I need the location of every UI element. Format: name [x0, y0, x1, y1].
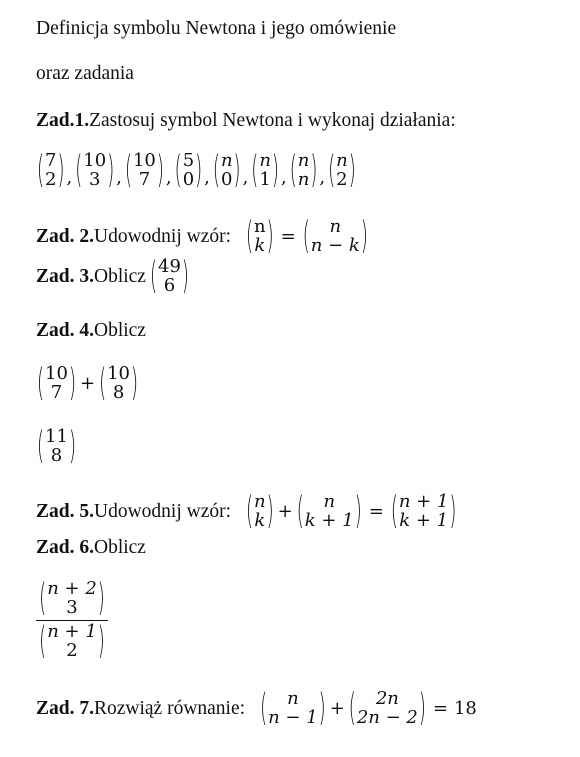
task-3-text: Oblicz [93, 265, 146, 287]
plus-sign: + [329, 698, 345, 720]
binomial-10-8: ( 10 8 ) [99, 361, 139, 406]
task-4-text: Oblicz [93, 320, 146, 341]
binomial-n-k1: ( n k + 1 ) [296, 489, 362, 534]
equals-sign: = [280, 226, 296, 248]
binomial-item: ( 7 2 ) [37, 148, 65, 193]
comma: , [319, 166, 326, 188]
task-1-binomials [36, 148, 357, 193]
task-4-heading [36, 320, 146, 342]
task-7 [36, 686, 477, 731]
title-text-2: oraz zadania [36, 63, 134, 84]
comma: , [242, 166, 249, 188]
task-2-text: Udowodnij wzór: [93, 225, 232, 247]
task-4-label: Zad. 4. [36, 320, 94, 341]
binomial-n-nk: ( n n − k ) [302, 214, 368, 259]
title-line-1 [36, 18, 396, 40]
task-3 [36, 254, 190, 299]
task-6-text: Oblicz [93, 537, 146, 558]
binomial-2n-2n2: ( 2n 2n − 2 ) [348, 686, 426, 731]
binomial-item: ( 5 0 ) [174, 148, 203, 193]
rhs-value: 18 [453, 698, 477, 720]
binomial-item: ( 10 7 ) [124, 148, 164, 193]
title-text-1: Definicja symbolu Newtona i jego omówienie [36, 18, 397, 39]
comma: , [280, 166, 287, 188]
task-4-divisor [36, 424, 77, 469]
comma: , [66, 166, 73, 188]
plus-sign: + [79, 373, 96, 395]
task-2-label: Zad. 2. [36, 225, 94, 247]
binomial-n1-k1: ( n + 1 k + 1 ) [390, 489, 457, 534]
plus-sign: + [277, 501, 293, 523]
binomial-n-k: ( n k ) [246, 214, 274, 259]
binomial-49-6: ( 49 6 ) [149, 254, 189, 299]
equals-sign: = [432, 698, 448, 720]
task-5 [36, 489, 457, 534]
binomial-n1-2: ( n + 1 2 ) [39, 619, 105, 665]
binomial-n2-3: ( n + 2 3 ) [39, 576, 105, 621]
binomial-item: ( n n ) [289, 148, 318, 193]
comma: , [116, 166, 122, 188]
fraction [36, 576, 108, 665]
binomial-n-n1: ( n n − 1 ) [260, 686, 326, 731]
task-6-fraction [36, 576, 108, 665]
task-7-text: Rozwiąż równanie: [93, 697, 246, 719]
binomial-item: ( n 2 ) [328, 148, 356, 193]
comma: , [204, 166, 210, 188]
task-1-text: Zastosuj symbol Newtona i wykonaj działania: [89, 110, 456, 131]
task-1-label: Zad.1. [36, 110, 90, 131]
task-6-label: Zad. 6. [36, 537, 94, 558]
title-line-2 [36, 63, 134, 85]
binomial-11-8: ( 11 8 ) [37, 424, 76, 469]
task-3-label: Zad. 3. [36, 265, 94, 287]
equals-sign: = [368, 501, 384, 523]
task-5-text: Udowodnij wzór: [93, 500, 232, 522]
task-7-label: Zad. 7. [36, 697, 94, 719]
task-2 [36, 214, 369, 259]
task-4-sum [36, 361, 139, 406]
binomial-item: ( 10 3 ) [75, 148, 115, 193]
task-5-label: Zad. 5. [36, 500, 94, 522]
task-6-heading [36, 537, 146, 559]
binomial-n-k-2: ( n k ) [246, 489, 274, 534]
binomial-10-7: ( 10 7 ) [37, 361, 76, 406]
binomial-item: ( n 1 ) [251, 148, 279, 193]
binomial-item: ( n 0 ) [212, 148, 241, 193]
comma: , [165, 166, 172, 188]
task-1-heading [36, 110, 456, 132]
